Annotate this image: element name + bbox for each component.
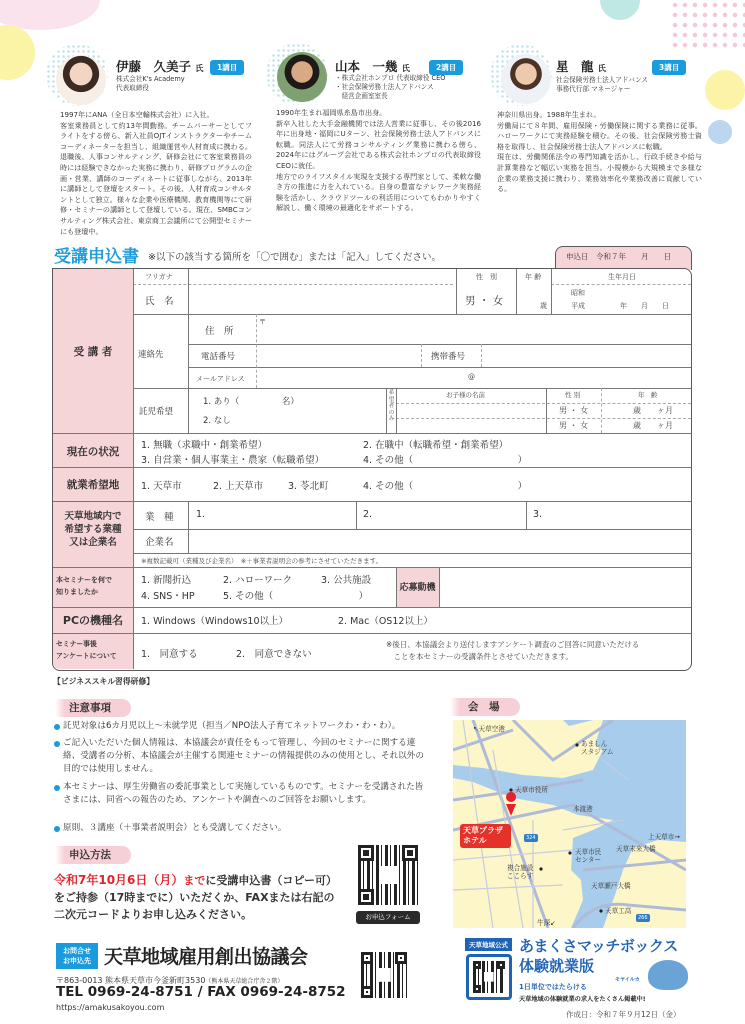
contact-tag: お問合せ お申込先 (56, 943, 98, 969)
speaker-photo (501, 54, 551, 104)
label-age: 年 齢 (525, 273, 542, 281)
era-showa[interactable]: 昭和 (571, 289, 585, 297)
label-pc: PCの機種名 (62, 614, 124, 627)
status-option[interactable]: 4. その他（ ） (363, 455, 528, 466)
source-option[interactable]: 4. SNS・HP (141, 591, 195, 602)
industry-field-3[interactable]: 3. (533, 509, 543, 520)
label-child-sex: 性 別 (565, 391, 581, 399)
birth-ymd: 年 月 日 (620, 302, 669, 310)
application-form (52, 268, 692, 671)
email-at: @ (468, 373, 475, 381)
note-item: 託児対象は6カ月児以上～未就学児（担当／NPO法人子育てネットワークわ・わ・わ）。 (54, 720, 424, 733)
industry-note: ※複数記載可（業種及び企業名） ※＋事業者説明会の参考にさせていただきます。 (141, 557, 383, 565)
label-birthdate: 生年月日 (608, 273, 636, 281)
source-option[interactable]: 2. ハローワーク (223, 575, 293, 586)
speaker-name: 伊藤 久美子 氏 (116, 59, 204, 74)
label-sex: 性 別 (476, 273, 497, 281)
label-industry: 天草地域内で 希望する業種 又は企業名 (64, 511, 122, 548)
postal-mark: 〒 (259, 318, 266, 326)
pc-option[interactable]: 2. Mac（OS12以上） (338, 616, 433, 627)
speaker-bio: 1997年にANA（全日本空輸株式会社）に入社。 客室乗務員として約13年間勤務。チームパーサーとしてフライトをする傍ら、新入社員OJTインストラクターやチームコーディネーターを担当し、組織運営や人材育成に携わる。退職後、人事コンサルティング、研修会社にて客室乗務員の時には経験できなかった実務に携わり、研修プログラムの企画・営業、講師のコーディネートに従事しながら、2013年に講師として登壇をスタート。その後、人材育成コンサルタントとして独立。様々な企業や医療機関、教育機関等にて研修・セミナーの講師として登壇している。現在、SMBCコンサルティング株式会社、東京商工会議所にて公開型セミナーにも登壇中。 (60, 110, 252, 236)
note-item: 原則、３講座（＋事業者説明会）とも受講してください。 (54, 822, 424, 835)
location-option[interactable]: 2. 上天草市 (213, 481, 264, 492)
label-industry-type: 業 種 (145, 512, 174, 523)
label-applicants-only: 希望者のみ (388, 390, 395, 422)
map-label: 牛深↙ (537, 919, 556, 927)
notes-heading: 注意事項 (55, 699, 131, 717)
website-qr-code[interactable] (361, 952, 407, 998)
mascot-name: モヤイルカ (615, 977, 640, 983)
decor-dots (670, 0, 745, 50)
label-child-age: 年 齢 (638, 391, 658, 399)
era-heisei[interactable]: 平成 (571, 302, 585, 310)
banner-qr-code[interactable] (466, 954, 512, 1000)
note-item: ご記入いただいた個人情報は、本協議会が責任をもって管理し、今回のセミナーに関する連絡、受講者の分析、本協議会が主催する関連セミナーの情報提供のみの使用とし、それ以外の目的では使用しません。 (54, 737, 424, 776)
survey-note: ※後日、本協議会より送付しますアンケート調査のご回答に同意いただける ことを本セミナーの受講条件とさせていただきます。 (386, 640, 640, 661)
org-url[interactable]: https://amakusakoyou.com (56, 1003, 165, 1012)
route-266-icon: 266 (638, 915, 648, 921)
label-childcare: 託児希望 (139, 407, 174, 417)
venue-hotel-label: 天草プラザ ホテル (460, 824, 511, 848)
map-label: 天草工高 (605, 907, 632, 915)
speaker-affiliation: 株式会社K's Academy 代表取締役 (116, 75, 185, 92)
venue-heading: 会 場 (450, 698, 520, 716)
org-address: 〒863-0013 熊本県天草市今釜新町3530（熊本県天草総合庁舎２階） (56, 976, 284, 985)
status-option[interactable]: 1. 無職（求職中・創業希望） (141, 440, 268, 451)
decor-circle (705, 70, 745, 110)
label-motive: 応募動機 (399, 583, 436, 593)
sex-options[interactable]: 男 ・ 女 (465, 295, 504, 307)
speaker-photo (56, 55, 106, 105)
created-date: 作成日：令和７年９月12日（金） (566, 1010, 681, 1019)
speaker-affiliation: 社会保険労務士法人アドバンス 事務代行部 マネージャー (556, 76, 648, 93)
age-unit: 歳 (540, 302, 547, 310)
label-child-name: お子様の名前 (446, 391, 485, 399)
speaker-bio: 神奈川県出身。1988年生まれ。 労働局にて８年間、雇用保険・労働保険に関する業務に従事。ハローワークにて実務経験を積む。その後、社会保険労務士資格を取得し、社会保険労務士法人アドバンスに転職。 現在は、労働関係法令の専門知識を活かし、行政手続きや給与計算業務など幅広い実務を担当。小規模から大規模まで多様な企業の業務支援に携わり、業務効率化や業務改善に貢献している。 (497, 110, 702, 194)
decor-circle (600, 0, 640, 20)
note-item: 本セミナーは、厚生労働省の委託事業として実施しているものです。セミナーを受講された皆さまには、同省への報告のため、アンケートや調査へのご回答をお願いします。 (54, 781, 424, 807)
course-name: 【ビジネススキル習得研修】 (53, 677, 155, 686)
childcare-yes[interactable]: 1. あり（ 名） (203, 397, 299, 407)
session-badge: 2講目 (429, 60, 463, 75)
banner-subtitle: 体験就業版 (519, 957, 595, 975)
label-name: 氏 名 (145, 296, 174, 307)
map-label: 上天草市→ (648, 833, 680, 841)
map-label: 天草未来大橋 (616, 845, 656, 853)
map-label: ↖天草空港 (473, 725, 505, 733)
map-label: 天草市役所 (515, 786, 548, 794)
label-applicant: 受 講 者 (73, 346, 113, 358)
label-email: メールアドレス (196, 375, 245, 383)
application-date-field[interactable]: 申込日 令和７年 月 日 (555, 246, 692, 270)
label-source: 本セミナーを何で 知りましたか (56, 576, 112, 596)
apply-heading: 申込方法 (55, 846, 131, 864)
status-option[interactable]: 2. 在職中（転職希望・創業希望） (363, 440, 509, 451)
child-sex-1[interactable]: 男 ・ 女 (559, 406, 589, 415)
map-label: 天草瀬戸大橋 (591, 882, 631, 890)
org-tel-fax: TEL 0969-24-8751 / FAX 0969-24-8752 (56, 984, 346, 1000)
decor-circle (708, 120, 732, 144)
industry-field-2[interactable]: 2. (363, 509, 373, 520)
label-survey: セミナー事後 アンケートについて (56, 640, 117, 660)
source-option[interactable]: 1. 新聞折込 (141, 575, 192, 586)
speaker-affiliation: ・株式会社ホンプロ 代表取締役 CEO ・社会保険労務士法人アドバンス 経営企画室室長 (335, 74, 446, 100)
industry-field-1[interactable]: 1. (196, 509, 206, 520)
map-label: 複合施設 ここらす (507, 864, 534, 880)
pc-option[interactable]: 1. Windows（Windows10以上） (141, 616, 288, 627)
banner-line2: 天草地域の体験就業の求人をたくさん掲載中! (519, 996, 646, 1003)
map-label: あましん スタジアム (581, 740, 614, 756)
child-age-1: 歳 ヶ月 (633, 406, 673, 415)
source-option[interactable]: 5. その他（ ） (223, 591, 369, 602)
speaker-name: 星 龍 氏 (556, 59, 606, 74)
decor-circle (0, 25, 35, 80)
survey-option[interactable]: 2. 同意できない (236, 649, 312, 660)
route-324-icon: 324 (526, 835, 536, 841)
label-furigana: フリガナ (145, 273, 173, 281)
label-address: 住 所 (205, 326, 234, 337)
banner-tag: 天草地域公式 (465, 938, 512, 951)
form-title: 受講申込書 (54, 247, 139, 267)
session-badge: 1講目 (210, 60, 244, 75)
venue-map[interactable] (453, 720, 686, 928)
dolphin-mascot-icon (648, 960, 688, 990)
label-location: 就業希望地 (66, 479, 120, 491)
apply-text: 令和7年10月6日（月）までに受講申込書（コピー可）をご持参（17時までに）いただくか、FAXまたは右記の二次元コードよりお申し込みください。 (54, 873, 337, 921)
application-form-qr-code[interactable] (358, 845, 418, 905)
location-option[interactable]: 4. その他（ ） (363, 481, 528, 492)
map-label: 本渡港 (573, 805, 593, 813)
org-name: 天草地域雇用創出協議会 (104, 946, 308, 968)
status-option[interactable]: 3. 自営業・個人事業主・農家（転職希望） (141, 455, 325, 466)
label-contact: 連絡先 (138, 350, 164, 360)
speaker-photo (277, 52, 327, 102)
label-company: 企業名 (145, 537, 174, 548)
banner-title: あまくさマッチボックス (519, 937, 678, 955)
banner-line1: 1日単位ではたらける (519, 983, 587, 991)
child-age-2: 歳 ヶ月 (633, 421, 673, 430)
speaker-name: 山本 一幾 氏 (335, 59, 410, 74)
survey-option[interactable]: 1. 同意する (141, 649, 198, 660)
location-option[interactable]: 3. 苓北町 (288, 481, 329, 492)
childcare-no[interactable]: 2. なし (203, 416, 231, 426)
label-status: 現在の状況 (66, 446, 120, 458)
child-sex-2[interactable]: 男 ・ 女 (559, 421, 589, 430)
session-badge: 3講目 (652, 60, 686, 75)
form-instruction: ※以下の該当する箇所を「〇で囲む」または「記入」してください。 (148, 252, 441, 263)
label-mobile: 携帯番号 (431, 352, 466, 362)
speaker-bio: 1990年生まれ福岡県糸島市出身。 新卒入社した大手金融機関では法人営業に従事し、その後2016年に出身地・福岡にUターン、社会保険労務士法人アドバンスに転職。同法人にて労務コンサルティング業務に携わる傍ら、2024年にはグループ会社である株式会社ホンプロの代表取締役CEOに就任。 地方でのライフスタイル実現を支援する専門家として、柔軟な働き方の推進に力を入れている。自身の豊富なテレワーク実務経験を活かし、クラウドツールの利活用についてもわかりやすく解説し、働く環境の最適化をサポートする。 (276, 108, 481, 213)
source-option[interactable]: 3. 公共施設 (321, 575, 372, 586)
location-option[interactable]: 1. 天草市 (141, 481, 182, 492)
map-label: 天草市民 センター (575, 848, 602, 864)
application-form-label: お申込フォーム (356, 911, 420, 924)
label-phone: 電話番号 (201, 352, 236, 362)
